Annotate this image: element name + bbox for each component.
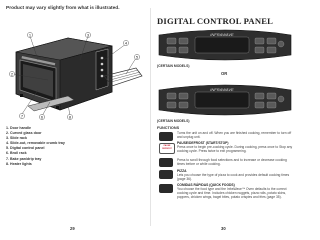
pause-defrost-button-icon: PAUSE DEFROST <box>159 143 175 154</box>
control-panel-illustration <box>155 27 295 63</box>
page-number: 29 <box>70 226 75 231</box>
functions-heading: FUNCTIONS <box>157 126 180 130</box>
function-description: Press to scroll through food selections and to increase or decrease cooking times before or while cooking. <box>177 158 287 167</box>
list-item: 3. Slide rack <box>6 136 27 141</box>
list-item: 1. Door handle <box>6 126 31 130</box>
page-title: DIGITAL CONTROL PANEL <box>157 16 274 26</box>
function-description: PIZZA Lets you choose the type of pizza to cook and provides default cooking times (page 36). <box>177 169 290 182</box>
callout-number: 4 <box>124 40 128 46</box>
callout-number: 7 <box>20 113 24 119</box>
list-item: 6. Broil rack <box>6 151 27 156</box>
brand-logo: INFRAWAVE <box>210 87 234 92</box>
quick-foods-button-icon <box>159 184 173 193</box>
arrow-buttons-icon <box>159 158 173 167</box>
callout-number: 2 <box>10 71 14 77</box>
list-item: 4. Slide-out, removable crumb tray <box>6 141 65 146</box>
brand-logo: INFRAWAVE <box>210 32 234 37</box>
disclaimer: Product may vary slightly from what is illustrated. <box>6 6 120 11</box>
power-button-icon <box>159 132 173 141</box>
list-item: 2. Curved glass door <box>6 131 42 136</box>
panel-caption: (CERTAIN MODELS) <box>157 119 190 123</box>
page-number: 30 <box>221 226 226 231</box>
control-panel-illustration <box>155 82 295 118</box>
function-description: PAUSE/DEFROST (START/STOP) Press once to begin pre-cooking cycle. During cooking, press once to Stop any cooking cycle. Press twice to exit programming. <box>177 141 293 154</box>
function-description: Turns the unit on and off. When you are finished cooking, remember to turn off and unplug unit. <box>177 131 292 140</box>
oven-illustration <box>8 30 144 120</box>
left-page <box>0 0 149 235</box>
parts-list <box>6 126 65 167</box>
callout-number: 3 <box>86 32 90 38</box>
function-description: COMIDAS RÁPIDAS (QUICK FOODS) You choose the food type and the InfraWave™ Oven defaults to the correct cooking cycle and time. Includes chicken nuggets, pizza rolls, potato skins, poppers, chicken wings, bagel bites, potato crispies and fries (page 35). <box>177 183 287 200</box>
panel-caption: (CERTAIN MODELS) <box>157 64 190 68</box>
callout-number: 6 <box>40 114 44 120</box>
or-label: OR <box>221 71 228 76</box>
callout-number: 8 <box>68 114 72 120</box>
list-item: 7. Bake pan/drip tray <box>6 156 42 161</box>
list-item: 5. Digital control panel <box>6 146 45 151</box>
callout-number: 5 <box>135 54 139 60</box>
pizza-button-icon <box>159 170 173 179</box>
right-page <box>151 0 300 235</box>
callout-number: 1 <box>28 32 32 38</box>
list-item: 8. Heater lights <box>6 161 32 166</box>
